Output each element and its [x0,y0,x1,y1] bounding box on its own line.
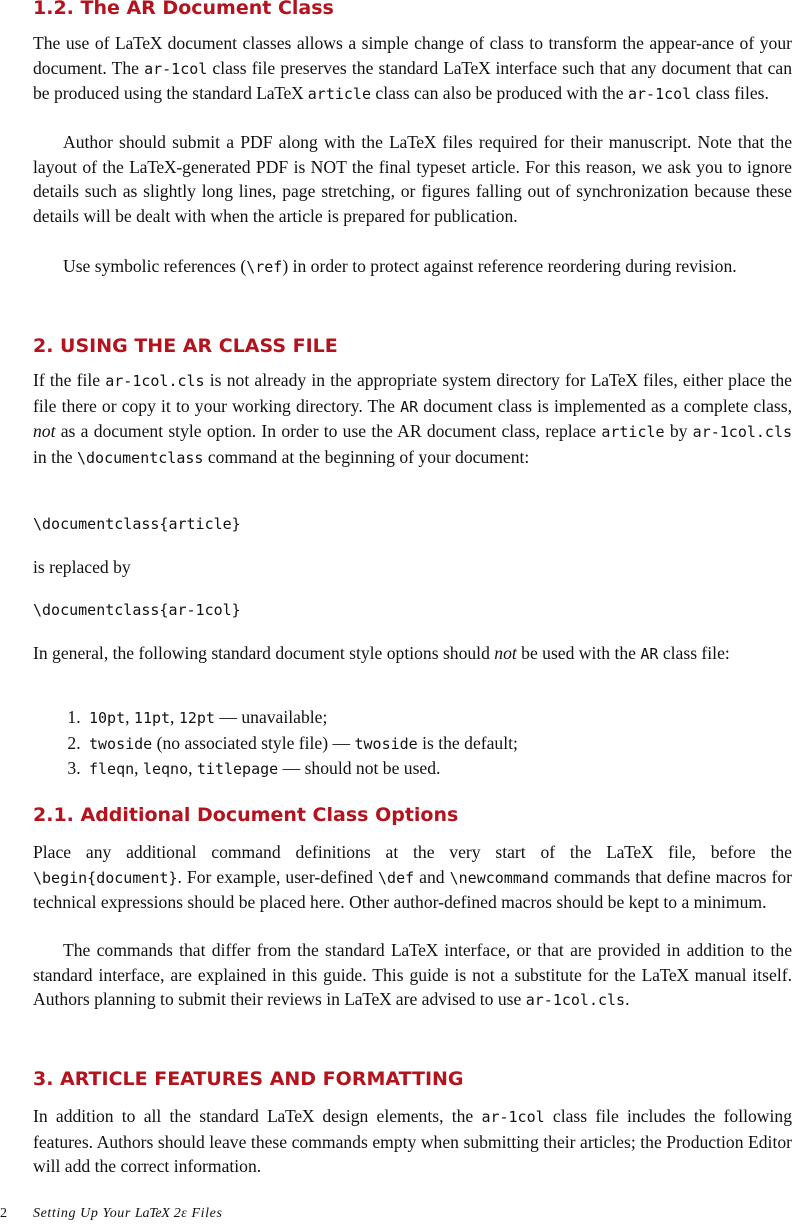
code-text: \begin{document} [33,868,178,887]
text-run: 2ε Files [169,1206,223,1221]
text-run: -generated PDF is NOT the final typeset article. For this reason, we ask you to ignore details such as slightly long lines, page stretching, or figures falling out of synchronization because these details will be dealt with when the article is prepared for publication. [33,156,792,226]
text-run: commands that define macros for technical expressions should be placed here. Other author-defined macros should be kept to a minimum. [33,866,792,913]
text-run: — should not be used. [278,758,441,779]
latex-logo: LaTeX [590,370,638,390]
text-run: class file: [658,643,730,663]
code-text: ar-1col.cls [692,423,792,442]
list-item [85,731,792,757]
text-run: . For example, user-defined [177,866,379,887]
text-run: be used with the [516,643,641,663]
latex-logo: LaTeX [129,156,177,177]
code-text: AR [400,397,419,416]
paragraph [33,938,792,1013]
code-text: titlepage [196,760,279,779]
code-text: 11pt [133,709,171,727]
text-run: , [134,758,143,779]
code-text: 12pt [178,709,215,727]
code-text: twoside [354,734,418,753]
latex-logo: LaTeX [115,33,163,53]
text-run: design elements, the [314,1106,482,1126]
code-line [33,597,792,623]
text-run: Setting Up Your [33,1206,136,1221]
heading-3: 3. ARTICLE FEATURES AND FORMATTING [33,1068,464,1090]
paragraph [33,130,792,228]
code-text: leqno [142,760,189,779]
code-text: \documentclass{ar-1col} [33,601,241,619]
text-run: ) in order to protect against reference reordering during revision. [282,256,737,276]
code-text: \def [378,868,415,887]
text-run: and [414,866,450,887]
code-text: AR [640,645,659,663]
text-run: In addition to all the standard [33,1106,268,1126]
text-run: class file preserves the standard [207,57,444,78]
code-text: \ref [246,258,283,276]
text-run: , [125,707,134,727]
paragraph [33,840,792,915]
code-text: twoside [89,734,153,753]
latex-logo: LaTeX [443,57,491,78]
text-run: class can also be produced with the [371,83,628,104]
text-run: in the [33,446,77,467]
options-ordered-list [33,705,792,782]
text-run: document class is implemented as a complete class, [418,395,792,416]
paragraph [33,641,792,667]
code-text: \newcommand [449,868,549,887]
paragraph [33,555,792,580]
code-line [33,511,792,537]
text-run: manual itself. Authors planning to submit their reviews in [33,964,792,1010]
text-run: files, either place the file there or copy it to your working directory. The [33,370,792,416]
text-run: is replaced by [33,557,131,577]
text-run: In general, the following standard document style options should [33,643,495,663]
text-run: Author should submit a PDF along with the [63,132,390,152]
text-run: by [664,421,693,442]
latex-logo: LaTeX [267,1106,315,1126]
latex-logo: LaTeX [389,132,437,152]
code-text: ar-1col.cls [105,372,205,390]
page-footer [0,1206,223,1222]
code-text: ar-1col [481,1108,545,1126]
running-title [33,1206,223,1221]
list-item [85,705,792,731]
text-run: , [188,758,197,779]
text-run: interface, or that are provided in addition to the standard interface, are explained in this guide. This guide is not a substitute for the [33,940,792,985]
latex-logo: LaTeX [641,964,689,985]
text-run: (no associated style file) — [152,732,355,753]
text-run: files required for their manuscript. Note that the layout of the [33,132,792,177]
emphasis: not [494,643,517,663]
heading-1-2: 1.2. The AR Document Class [33,0,334,19]
code-text: 10pt [89,709,126,727]
text-run: class file includes the following features. Authors should leave these commands empty when submitting their articles; the Production Editor will add the correct information. [33,1106,792,1177]
text-run: The use of [33,33,116,53]
heading-2-1: 2.1. Additional Document Class Options [33,804,459,826]
text-run: interface such that any document that can be produced using the standard [33,57,792,104]
page-number: 2 [0,1206,8,1221]
text-run: is not already in the appropriate system directory for [204,370,591,390]
text-run: If the file [33,370,106,390]
latex-logo: LaTeX [256,83,304,104]
paragraph [33,1104,792,1179]
code-text: ar-1col [144,59,208,78]
latex-logo: LaTeX [344,989,392,1010]
text-run: , [170,707,179,727]
text-run: The commands that differ from the standard [63,940,391,960]
text-run: — unavailable; [214,707,328,727]
text-run: document classes allows a simple change of class to transform the appear-ance of your document. The [33,33,792,78]
paragraph [33,254,792,280]
text-run: as a document style option. In order to use the AR document class, replace [55,421,602,442]
code-text: \documentclass{article} [33,515,241,533]
emphasis: not [33,421,56,442]
text-run: . [625,989,630,1010]
text-run: is the default; [417,732,518,753]
paragraph [33,368,792,470]
code-text: article [601,423,665,442]
heading-2: 2. USING THE AR CLASS FILE [33,335,338,357]
latex-logo: LaTeX [390,940,439,960]
latex-logo: LaTeX [606,842,654,862]
text-run: command at the beginning of your document: [203,446,530,467]
list-item [85,756,792,782]
code-text: article [307,85,371,104]
code-text: ar-1col [627,85,692,104]
options-list [33,705,792,782]
code-text: fleqn [89,760,135,779]
text-run: class files. [691,83,769,104]
text-run: file, before the [653,842,792,862]
code-text: ar-1col.cls [525,991,626,1010]
text-run: are advised to use [391,989,526,1010]
paragraph [33,31,792,107]
latex-logo: LaTeX [135,1206,170,1221]
code-text: \documentclass [76,448,204,467]
text-run: Place any additional command definitions at the very start of the [33,842,607,862]
text-run: Use symbolic references ( [63,256,247,276]
